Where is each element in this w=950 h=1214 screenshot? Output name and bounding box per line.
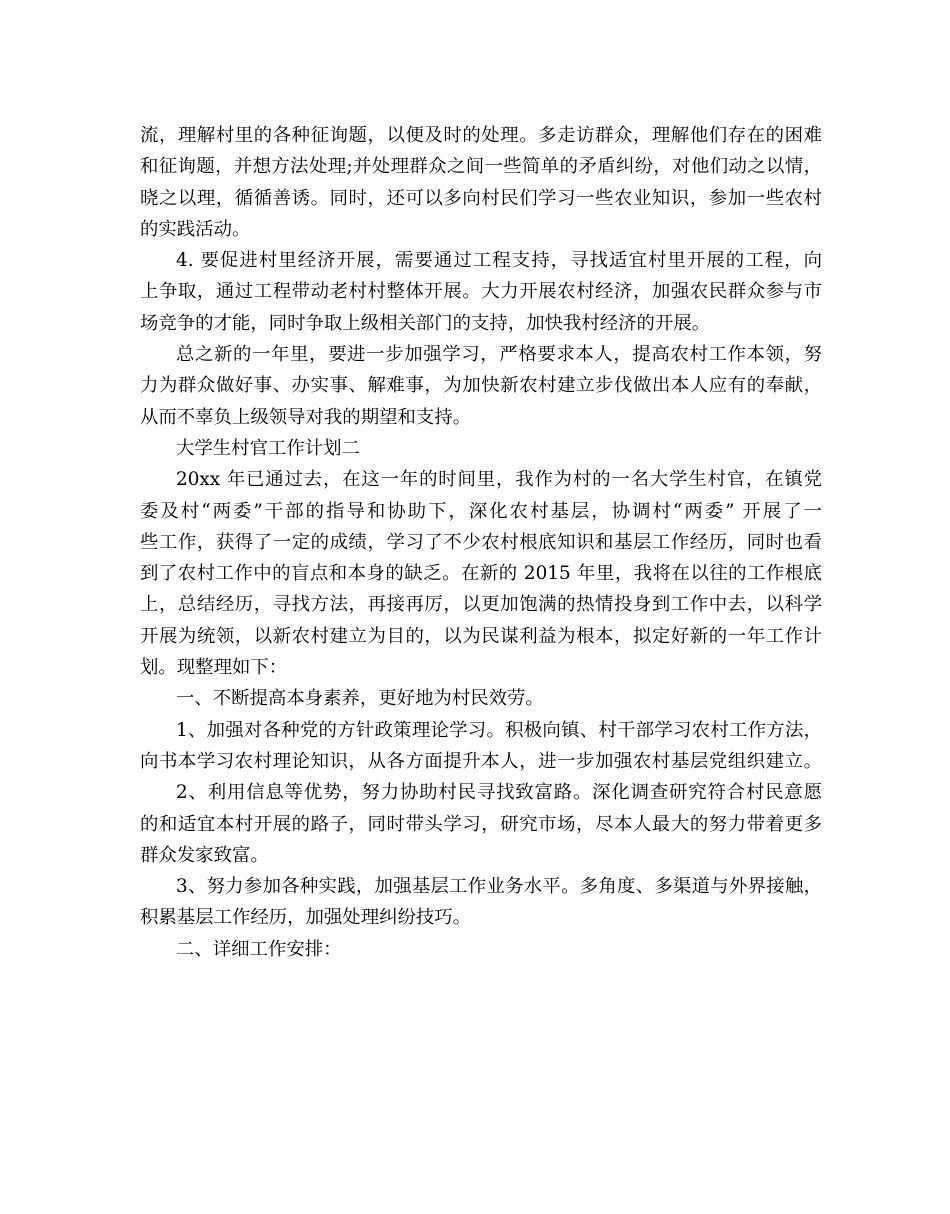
text-line: 和征询题，并想方法处理;并处理群众之间一些简单的矛盾纠纷，对他们动之以情， [140, 156, 822, 178]
text-line: 向书本学习农村理论知识，从各方面提升本人，进一步加强农村基层党组织建立。 [140, 750, 822, 772]
text-line: 大学生村官工作计划二 [176, 437, 360, 459]
text-line: 2、利用信息等优势，努力协助村民寻找致富路。深化调查研究符合村民意愿 [176, 782, 822, 804]
text-line: 4. 要促进村里经济开展，需要通过工程支持，寻找适宜村里开展的工程，向 [176, 250, 822, 272]
text-line: 的实践活动。 [140, 218, 251, 240]
text-line: 流，理解村里的各种征询题，以便及时的处理。多走访群众，理解他们存在的困难 [140, 125, 822, 146]
text-line: 积累基层工作经历，加强处理纠纷技巧。 [140, 907, 472, 929]
text-line: 从而不辜负上级领导对我的期望和支持。 [140, 406, 472, 428]
text-line: 群众发家致富。 [140, 844, 269, 866]
text-line: 3、努力参加各种实践，加强基层工作业务水平。多角度、多渠道与外界接触， [176, 876, 822, 898]
text-line: 划。现整理如下： [140, 657, 288, 679]
text-line: 场竞争的才能，同时争取上级相关部门的支持，加快我村经济的开展。 [140, 312, 711, 334]
text-line: 晓之以理，循循善诱。同时，还可以多向村民们学习一些农业知识，参加一些农村 [140, 187, 822, 209]
text-line: 力为群众做好事、办实事、解难事，为加快新农村建立步伐做出本人应有的奉献， [140, 375, 822, 397]
text-line: 上争取，通过工程带动老村村整体开展。大力开展农村经济，加强农民群众参与市 [140, 281, 822, 303]
text-line: 二、详细工作安排： [176, 938, 342, 960]
text-line: 一、不断提高本身素养，更好地为村民效劳。 [176, 688, 544, 710]
text-line: 1、加强对各种党的方针政策理论学习。积极向镇、村干部学习农村工作方法， [176, 719, 822, 741]
text-line: 些工作，获得了一定的成绩，学习了不少农村根底知识和基层工作经历，同时也看 [140, 531, 822, 553]
text-line: 开展为统领，以新农村建立为目的，以为民谋利益为根本，拟定好新的一年工作计 [140, 625, 822, 647]
text-line: 到了农村工作中的盲点和本身的缺乏。在新的 2015 年里，我将在以往的工作根底 [140, 563, 822, 585]
text-line: 总之新的一年里，要进一步加强学习，严格要求本人，提高农村工作本领，努 [176, 344, 822, 366]
document-body [140, 120, 822, 965]
text-line: 上，总结经历，寻找方法，再接再厉，以更加饱满的热情投身到工作中去，以科学 [140, 594, 822, 616]
text-line: 20xx 年已通过去，在这一年的时间里，我作为村的一名大学生村官，在镇党 [176, 469, 822, 491]
text-line: 的和适宜本村开展的路子，同时带头学习，研究市场，尽本人最大的努力带着更多 [140, 813, 822, 835]
text-line: 委及村“两委”干部的指导和协助下，深化农村基层，协调村“两委” 开展了一 [140, 500, 822, 522]
